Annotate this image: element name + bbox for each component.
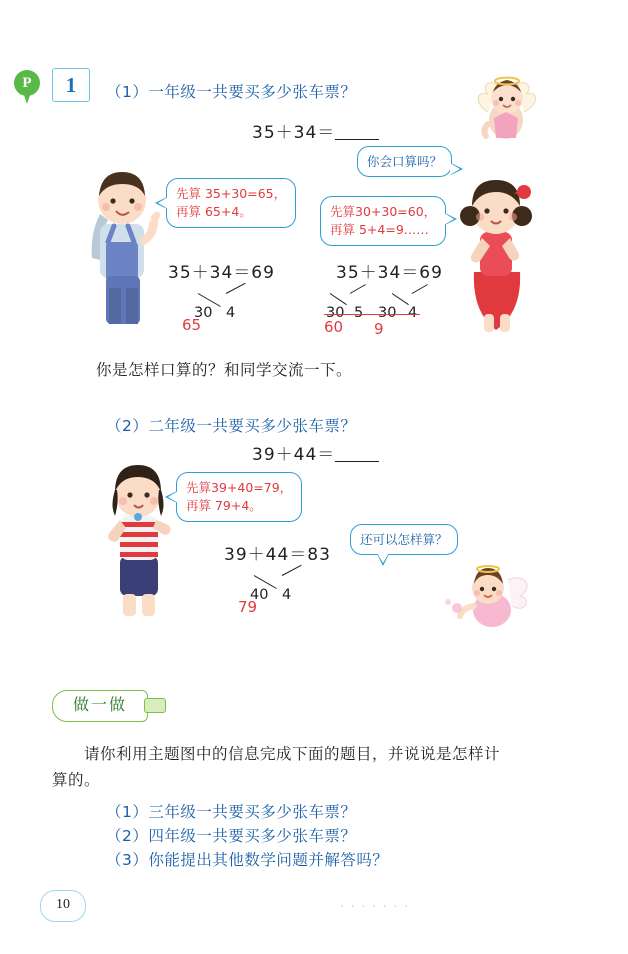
- equation-2-blank: [335, 447, 379, 462]
- bubble-tail-inner-icon: [168, 491, 178, 503]
- boy-bubble: [166, 178, 296, 228]
- branch-line-right: [282, 565, 302, 576]
- work-2-result: 79: [238, 598, 258, 616]
- work-2-part-1: 4: [282, 587, 292, 603]
- girl-bubble-1: [320, 196, 446, 246]
- boy-bubble-line2: 再算 65+4。: [176, 204, 252, 219]
- pin-tail-icon: [23, 92, 31, 104]
- question-1-label: （1）一年级一共要买多少张车票？: [106, 83, 357, 101]
- practice-tag-knob-icon: [144, 698, 166, 713]
- practice-tag-body: [52, 690, 148, 722]
- work-left-part-0: 30: [194, 305, 213, 321]
- work-left-part-1: 4: [226, 305, 236, 321]
- equation-2: [252, 440, 379, 465]
- girl-bubble-2-line1: 先算39+40=79，: [186, 480, 293, 495]
- branch-line-d: [412, 284, 428, 294]
- page-number-text: 10: [56, 897, 70, 912]
- branch-line-c: [392, 293, 409, 305]
- angel-bubble-2-text: 还可以怎样算？: [360, 532, 448, 547]
- pin-icon: [14, 70, 40, 104]
- work-right-part-2: 30: [378, 305, 397, 321]
- example-number: 1: [65, 73, 77, 97]
- equation-2-text: 39＋44＝: [252, 445, 336, 465]
- girl-bubble-2-line2: 再算 79+4。: [186, 498, 262, 513]
- girl-figure-2: [90, 460, 186, 620]
- work-right-part-3: 4: [408, 305, 418, 321]
- practice-intro-line2: 算的。: [52, 771, 101, 789]
- work-2-equation: 39＋44＝83: [224, 545, 331, 565]
- equation-1-blank: [335, 125, 379, 140]
- work-2-part-0: 40: [250, 587, 269, 603]
- practice-intro-line1: 请你利用主题图中的信息完成下面的题目，并说说是怎样计: [84, 745, 501, 763]
- bubble-tail-inner-icon: [450, 163, 460, 175]
- girl-bubble-1-line2: 再算 5+4=9……: [330, 222, 429, 237]
- branch-line-a: [330, 293, 347, 305]
- boy-bubble-line1: 先算 35+30=65，: [176, 186, 287, 201]
- equation-1-text: 35＋34＝: [252, 123, 336, 143]
- angel-bubble-2: [350, 524, 458, 555]
- work-left-equation: 35＋34＝69: [168, 263, 275, 283]
- girl-bubble-2: [176, 472, 302, 522]
- work-right-part-0: 30: [326, 305, 345, 321]
- work-right-result-0: 60: [324, 318, 344, 336]
- pin-letter: P: [22, 75, 32, 91]
- branch-line-b: [350, 284, 366, 294]
- work-right-equation: 35＋34＝69: [336, 263, 443, 283]
- example-badge: [14, 68, 104, 108]
- angel-bubble-1: [357, 146, 452, 177]
- work-left: [168, 258, 288, 334]
- angel-bubble-1-text: 你会口算吗？: [367, 154, 443, 169]
- question-2-label: （2）二年级一共要买多少张车票？: [106, 417, 357, 435]
- practice-tag: [52, 690, 164, 720]
- bubble-tail-inner-icon: [444, 213, 454, 225]
- branch-line-right: [226, 283, 246, 294]
- prompt-text: 你是怎样口算的？和同学交流一下。: [96, 361, 353, 379]
- practice-tag-label: 做一做: [72, 695, 127, 714]
- girl-bubble-1-line1: 先算30+30=60，: [330, 204, 437, 219]
- boy-figure: [78, 168, 170, 330]
- practice-item-1: （1）三年级一共要买多少张车票？: [106, 803, 357, 821]
- result-underline-2: [360, 314, 420, 315]
- bubble-tail-inner-icon: [158, 197, 168, 209]
- angel-figure-top: [470, 68, 550, 146]
- work-left-result: 65: [182, 316, 202, 334]
- equation-1: [252, 118, 379, 143]
- work-right-parts: [326, 283, 476, 323]
- practice-item-2: （2）四年级一共要买多少张车票？: [106, 827, 357, 845]
- work-right-result-1: 9: [374, 320, 384, 338]
- work-right-part-1: 5: [354, 305, 364, 321]
- footer-dots: · · · · · · ·: [340, 900, 410, 912]
- page-number: [40, 890, 86, 922]
- work-section2: [224, 540, 344, 616]
- bubble-tail-inner-icon: [377, 553, 389, 563]
- angel-figure-bottom: [430, 558, 540, 638]
- practice-item-3: （3）你能提出其他数学问题并解答吗？: [106, 851, 389, 869]
- example-number-box: [52, 68, 90, 102]
- work-right: [324, 258, 476, 338]
